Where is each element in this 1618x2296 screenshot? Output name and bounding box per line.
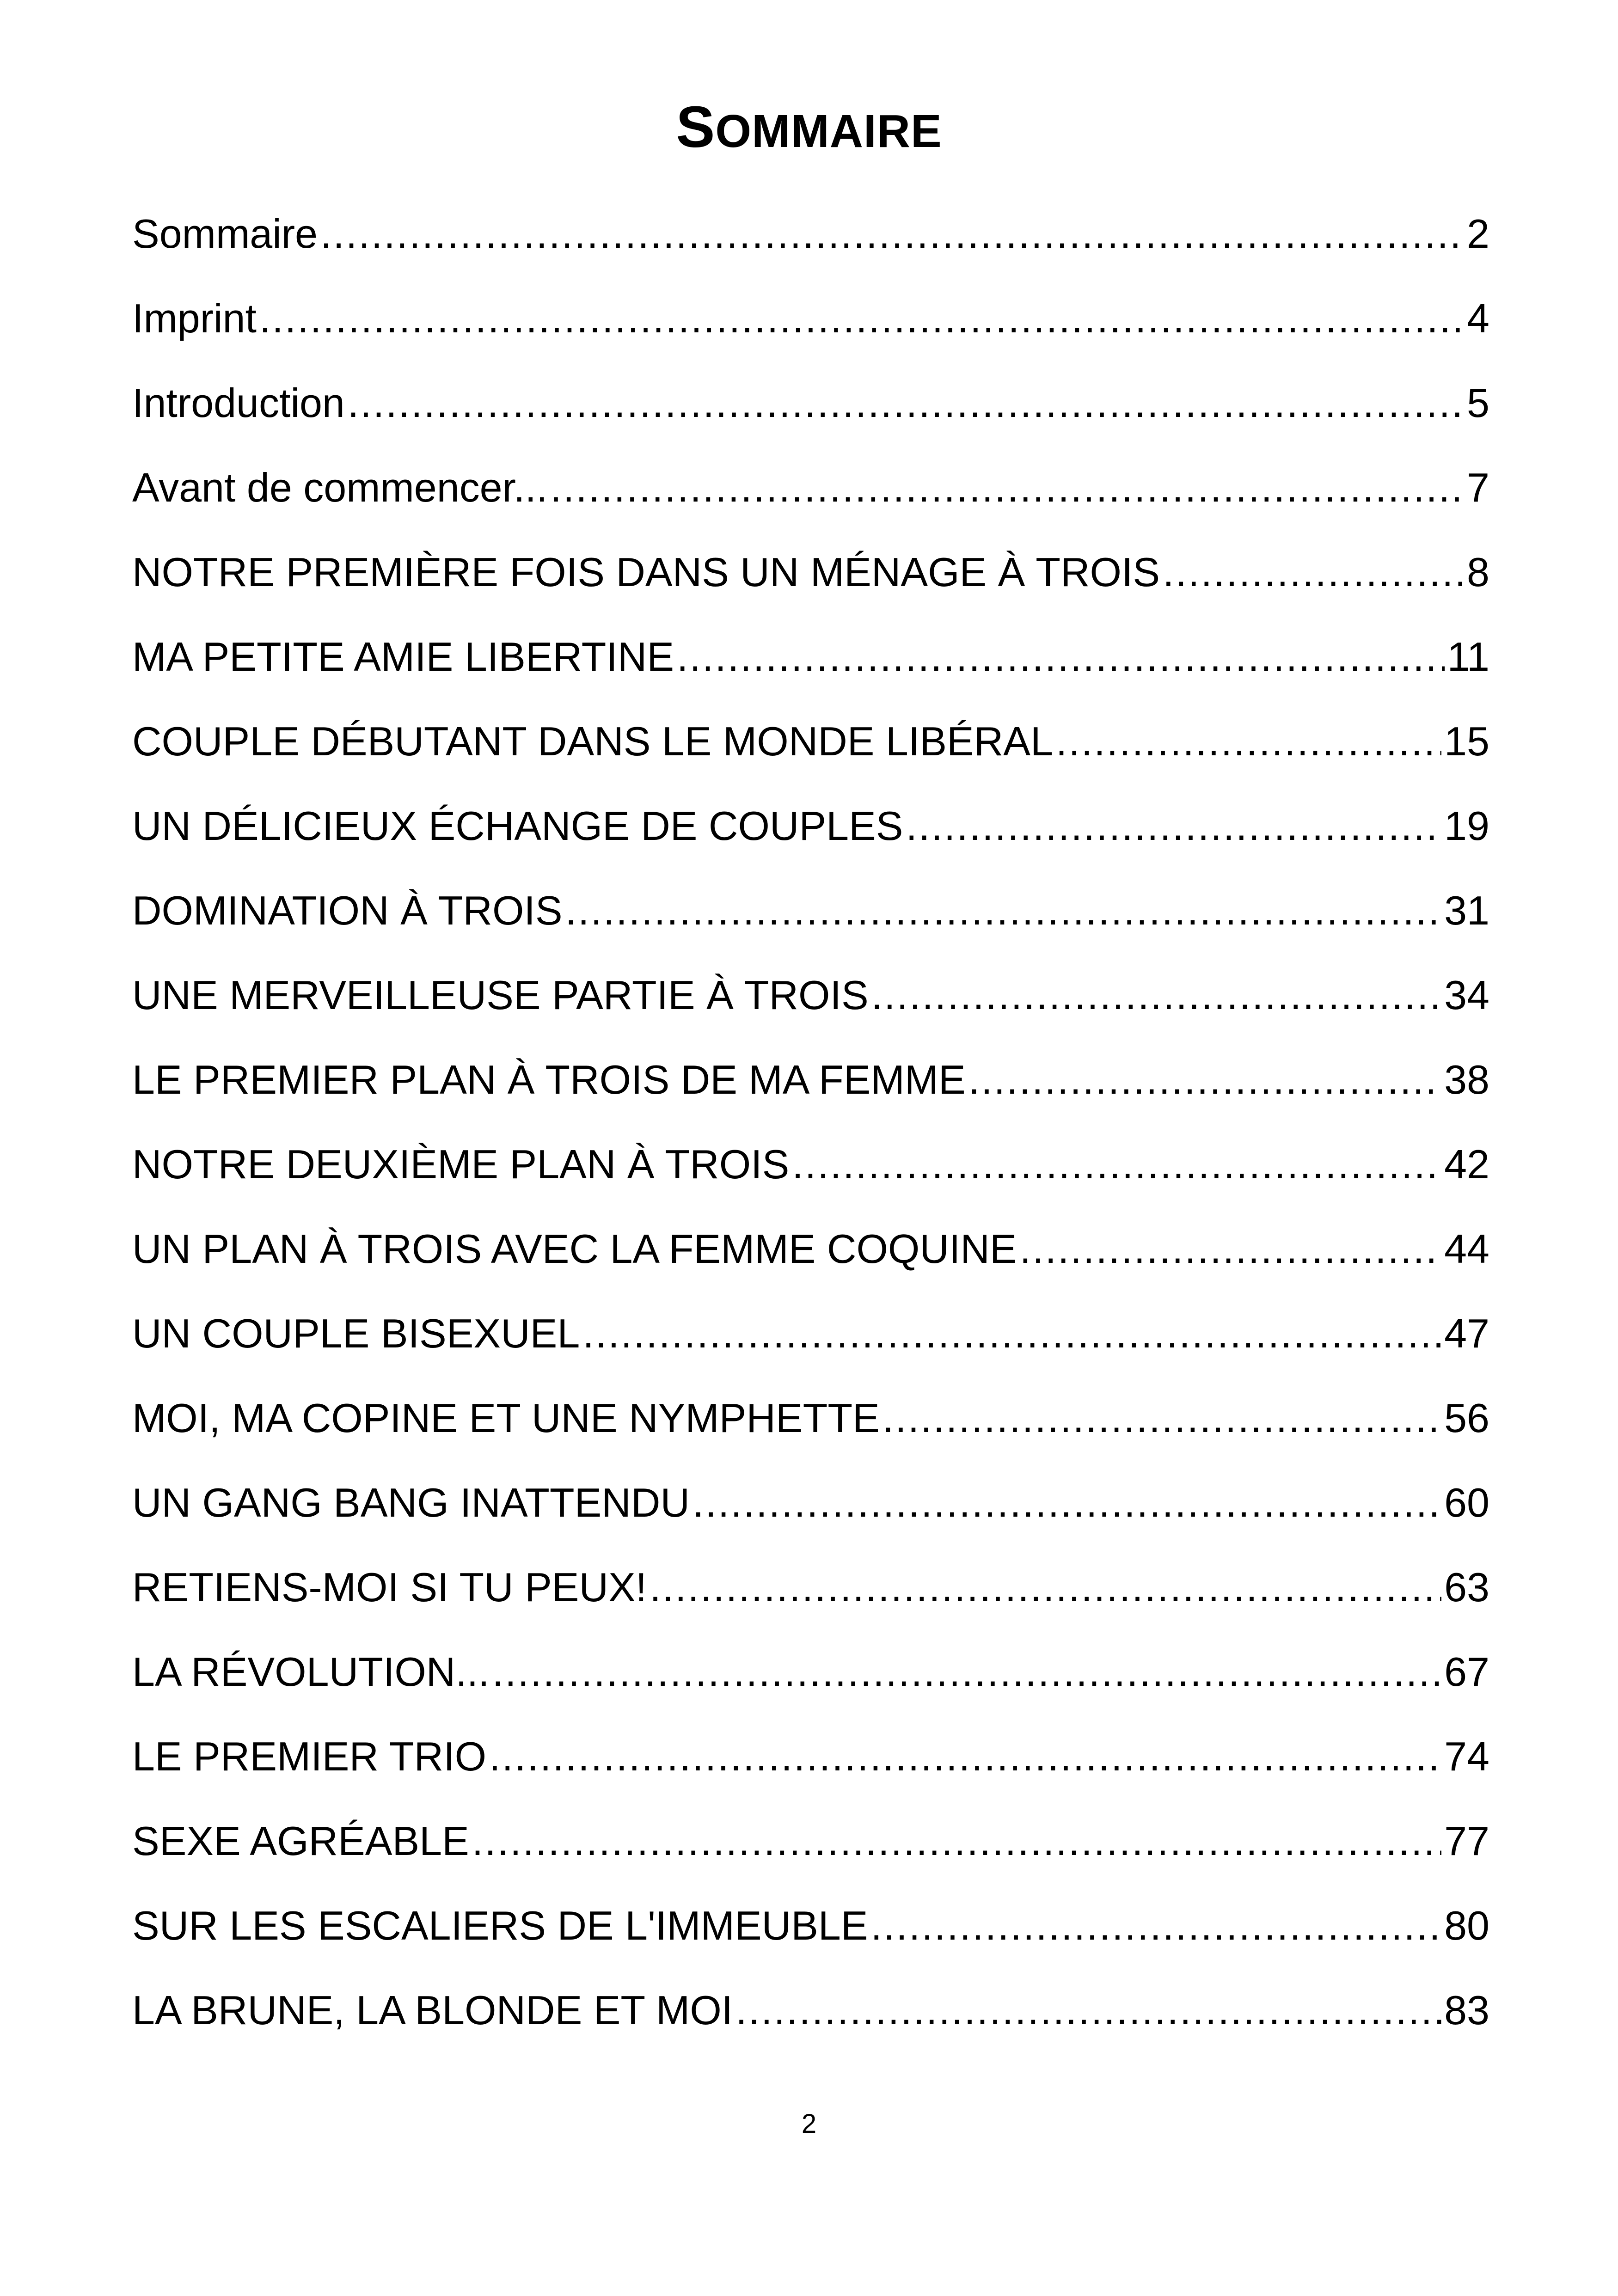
toc-entry-page: 67: [1444, 1649, 1489, 1695]
toc-leader-dots: [320, 191, 1464, 276]
table-of-contents: [132, 191, 1489, 2052]
toc-entry-label: COUPLE DÉBUTANT DANS LE MONDE LIBÉRAL: [132, 718, 1053, 764]
toc-leader-dots: [906, 784, 1442, 868]
toc-entry-page: 60: [1444, 1480, 1489, 1525]
toc-entry-label: LE PREMIER PLAN À TROIS DE MA FEMME: [132, 1057, 966, 1102]
toc-entry-page: 80: [1444, 1903, 1489, 1948]
toc-entry-chapter[interactable]: [132, 1883, 1489, 1968]
toc-entry-page: 74: [1444, 1733, 1489, 1779]
toc-leader-dots: [472, 1799, 1441, 1883]
toc-entry-page: 31: [1444, 888, 1489, 933]
toc-leader-dots: [792, 1122, 1441, 1206]
toc-entry-page: 47: [1444, 1310, 1489, 1356]
toc-entry-label: Sommaire: [132, 211, 318, 257]
toc-leader-dots: [489, 1714, 1441, 1799]
toc-leader-dots: [883, 1376, 1441, 1460]
toc-entry-label: LE PREMIER TRIO: [132, 1733, 487, 1779]
toc-leader-dots: [259, 276, 1464, 361]
toc-entry-chapter[interactable]: [132, 1799, 1489, 1883]
toc-entry-label: UNE MERVEILLEUSE PARTIE À TROIS: [132, 972, 869, 1018]
toc-leader-dots: [968, 1037, 1441, 1122]
toc-entry-label: UN DÉLICIEUX ÉCHANGE DE COUPLES: [132, 803, 903, 849]
toc-entry-chapter[interactable]: [132, 614, 1489, 699]
toc-entry-chapter[interactable]: [132, 530, 1489, 614]
toc-leader-dots: [550, 445, 1464, 530]
toc-entry-page: 11: [1447, 634, 1489, 680]
toc-entry-label: LA RÉVOLUTION...: [132, 1649, 490, 1695]
toc-entry-label: Introduction: [132, 380, 345, 426]
toc-leader-dots: [1163, 530, 1464, 614]
toc-entry-avant-de-commencer[interactable]: [132, 445, 1489, 530]
toc-entry-page: 4: [1467, 295, 1489, 341]
toc-leader-dots: [650, 1545, 1441, 1629]
toc-entry-chapter[interactable]: [132, 1122, 1489, 1206]
page-number: 2: [801, 2109, 817, 2139]
toc-entry-chapter[interactable]: [132, 1460, 1489, 1545]
toc-entry-page: 5: [1467, 380, 1489, 426]
toc-entry-label: NOTRE DEUXIÈME PLAN À TROIS: [132, 1141, 790, 1187]
toc-entry-chapter[interactable]: [132, 1968, 1489, 2052]
toc-leader-dots: [677, 614, 1445, 699]
toc-entry-label: Imprint: [132, 295, 257, 341]
toc-entry-page: 83: [1444, 1987, 1489, 2033]
toc-entry-chapter[interactable]: [132, 868, 1489, 953]
toc-leader-dots: [582, 1291, 1441, 1376]
toc-leader-dots: [871, 1883, 1442, 1968]
toc-entry-page: 63: [1444, 1564, 1489, 1610]
toc-entry-chapter[interactable]: [132, 1206, 1489, 1291]
toc-leader-dots: [871, 953, 1441, 1037]
toc-leader-dots: [1056, 699, 1441, 784]
toc-entry-chapter[interactable]: [132, 1376, 1489, 1460]
toc-entry-imprint[interactable]: [132, 276, 1489, 361]
toc-entry-chapter[interactable]: [132, 1545, 1489, 1629]
toc-entry-label: DOMINATION À TROIS: [132, 888, 563, 933]
toc-entry-label: SEXE AGRÉABLE: [132, 1818, 469, 1864]
toc-entry-page: 19: [1444, 803, 1489, 849]
toc-leader-dots: [1020, 1206, 1441, 1291]
toc-entry-label: NOTRE PREMIÈRE FOIS DANS UN MÉNAGE À TROIS: [132, 549, 1160, 595]
toc-entry-chapter[interactable]: [132, 1629, 1489, 1714]
toc-entry-chapter[interactable]: [132, 784, 1489, 868]
toc-entry-chapter[interactable]: [132, 1291, 1489, 1376]
toc-entry-chapter[interactable]: [132, 1037, 1489, 1122]
toc-entry-chapter[interactable]: [132, 1714, 1489, 1799]
toc-entry-page: 42: [1444, 1141, 1489, 1187]
page-title: [0, 88, 1618, 171]
toc-entry-page: 38: [1444, 1057, 1489, 1102]
toc-entry-label: UN COUPLE BISEXUEL: [132, 1310, 580, 1356]
toc-entry-page: 34: [1444, 972, 1489, 1018]
toc-entry-chapter[interactable]: [132, 699, 1489, 784]
toc-entry-label: MA PETITE AMIE LIBERTINE: [132, 634, 674, 680]
toc-leader-dots: [348, 361, 1464, 445]
toc-entry-chapter[interactable]: [132, 953, 1489, 1037]
toc-entry-label: LA BRUNE, LA BLONDE ET MOI: [132, 1987, 733, 2033]
toc-entry-label: UN PLAN À TROIS AVEC LA FEMME COQUINE: [132, 1226, 1017, 1272]
toc-entry-page: 2: [1467, 211, 1489, 257]
toc-entry-label: MOI, MA COPINE ET UNE NYMPHETTE: [132, 1395, 880, 1441]
toc-entry-label: SUR LES ESCALIERS DE L'IMMEUBLE: [132, 1903, 868, 1948]
toc-entry-label: Avant de commencer...: [132, 465, 548, 510]
toc-entry-introduction[interactable]: [132, 361, 1489, 445]
toc-entry-page: 56: [1444, 1395, 1489, 1441]
toc-leader-dots: [735, 1968, 1441, 2052]
toc-entry-page: 15: [1444, 718, 1489, 764]
toc-entry-page: 7: [1467, 465, 1489, 510]
toc-entry-label: RETIENS-MOI SI TU PEUX!: [132, 1564, 647, 1610]
page-title-initial: S: [676, 94, 716, 159]
toc-leader-dots: [492, 1629, 1441, 1714]
toc-entry-page: 44: [1444, 1226, 1489, 1272]
toc-entry-page: 8: [1467, 549, 1489, 595]
toc-leader-dots: [693, 1460, 1441, 1545]
toc-leader-dots: [565, 868, 1442, 953]
toc-entry-label: UN GANG BANG INATTENDU: [132, 1480, 690, 1525]
page-title-rest: OMMAIRE: [715, 105, 942, 157]
toc-entry-page: 77: [1444, 1818, 1489, 1864]
toc-entry-sommaire[interactable]: [132, 191, 1489, 276]
